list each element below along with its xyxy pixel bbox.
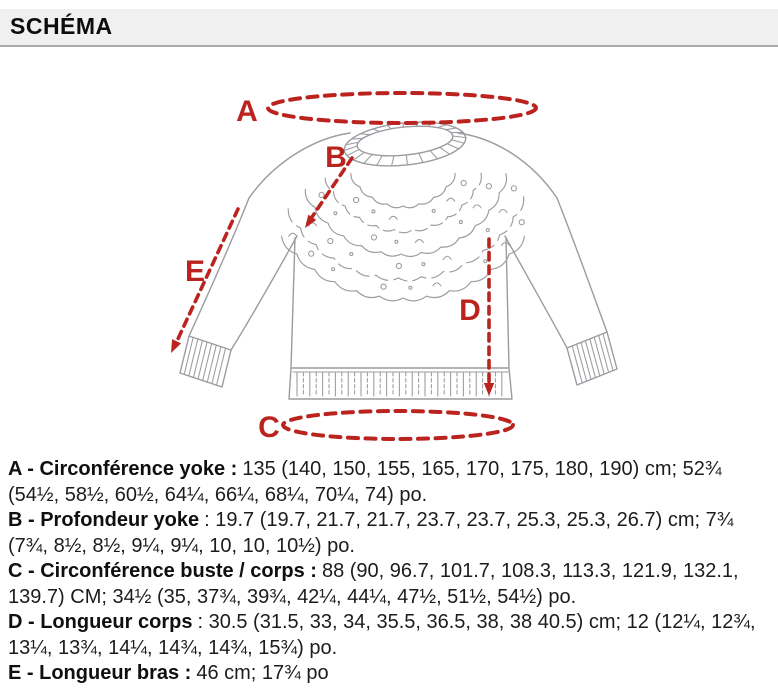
texture-stroke — [433, 283, 441, 286]
texture-stroke — [473, 205, 481, 208]
texture-stroke — [309, 251, 314, 256]
texture-stroke — [373, 129, 380, 131]
texture-stroke — [409, 286, 412, 289]
sweater-texture — [184, 122, 613, 396]
texture-stroke — [585, 341, 595, 378]
right-shoulder — [458, 133, 557, 198]
texture-stroke — [396, 263, 401, 268]
texture-stroke — [432, 209, 435, 212]
texture-stroke — [198, 342, 207, 379]
measurement-label: E - Longueur bras : — [8, 662, 191, 684]
measure-e-label: E — [185, 255, 205, 288]
body-left-edge — [291, 238, 295, 368]
texture-stroke — [381, 284, 386, 289]
measurement-label: C - Circonférence buste / corps : — [8, 560, 317, 582]
texture-stroke — [459, 221, 462, 224]
texture-stroke — [328, 238, 333, 243]
right-sleeve-inner — [505, 236, 567, 348]
texture-stroke — [350, 253, 353, 256]
texture-stroke — [577, 344, 587, 381]
texture-stroke — [347, 149, 359, 155]
texture-stroke — [443, 256, 451, 259]
texture-stroke — [351, 173, 455, 207]
measurement-value: 88 (90, 96.7, 101.7, 108.3, 113.3, 121.9, 132.1, 139.7) CM; 34½ (35, 37¾, 39¾, 42¼, 44¼, 47½, 51½, 54½) po. — [8, 560, 739, 608]
texture-stroke — [325, 173, 481, 232]
texture-stroke — [599, 335, 609, 372]
texture-stroke — [406, 155, 407, 165]
left-sleeve-inner — [231, 236, 297, 350]
texture-stroke — [389, 216, 397, 219]
neckband-inner — [356, 122, 454, 160]
texture-stroke — [415, 240, 423, 243]
texture-stroke — [207, 345, 216, 382]
measurement-line-d — [8, 610, 772, 661]
texture-stroke — [594, 337, 604, 374]
texture-stroke — [334, 212, 337, 215]
texture-stroke — [354, 152, 365, 160]
texture-stroke — [446, 128, 457, 130]
measurement-line-c — [8, 559, 772, 610]
texture-stroke — [440, 147, 450, 154]
texture-stroke — [193, 340, 202, 377]
texture-stroke — [581, 342, 591, 379]
texture-stroke — [184, 337, 193, 374]
measurement-value: : 19.7 (19.7, 21.7, 21.7, 23.7, 23.7, 25.3, 25.3, 26.7) cm; 7¾ (7¾, 8½, 8½, 9¼, 9¼, 10, 10, 10½) po. — [8, 509, 733, 557]
section-header — [0, 9, 778, 47]
texture-stroke — [377, 156, 383, 166]
measurement-line-e — [8, 661, 772, 687]
texture-stroke — [203, 344, 212, 381]
measurement-label: D - Longueur corps — [8, 611, 192, 633]
texture-stroke — [387, 125, 391, 128]
texture-stroke — [499, 210, 507, 213]
measurement-value: : 30.5 (31.5, 33, 34, 35.5, 36.5, 38, 38 40.5) cm; 12 (12¼, 12¾, 13¼, 13¾, 14¼, 14¾, 14¾, 15¾) po. — [8, 611, 756, 659]
texture-stroke — [430, 151, 437, 159]
texture-stroke — [447, 198, 455, 201]
texture-stroke — [453, 136, 466, 138]
measure-d-label: D — [459, 294, 481, 327]
measurement-value: 46 cm; 17¾ po — [196, 662, 328, 684]
texture-stroke — [419, 153, 423, 162]
texture-stroke — [189, 339, 198, 376]
texture-stroke — [392, 156, 394, 166]
texture-stroke — [486, 184, 491, 189]
texture-stroke — [451, 140, 464, 143]
measure-b-label: B — [325, 141, 347, 174]
sweater-schematic — [0, 47, 778, 455]
texture-stroke — [354, 197, 359, 202]
measurement-line-a — [8, 457, 772, 508]
texture-stroke — [332, 268, 335, 271]
measure-a-ellipse — [268, 93, 536, 123]
measure-d-arrowhead — [484, 383, 494, 396]
texture-stroke — [212, 347, 221, 384]
texture-stroke — [422, 263, 425, 266]
measurement-list — [0, 455, 778, 687]
texture-stroke — [603, 334, 613, 371]
measure-b-arrowhead — [305, 215, 316, 228]
texture-stroke — [395, 240, 398, 243]
measurement-label: A - Circonférence yoke : — [8, 458, 237, 480]
sweater-outline — [180, 117, 617, 399]
measure-c-label: C — [258, 411, 280, 444]
texture-stroke — [319, 192, 324, 197]
measurement-marks — [171, 93, 536, 444]
texture-stroke — [511, 186, 516, 191]
texture-stroke — [590, 339, 600, 376]
texture-stroke — [484, 260, 487, 263]
texture-stroke — [447, 144, 459, 149]
texture-stroke — [364, 154, 372, 163]
texture-stroke — [486, 228, 489, 231]
measure-e-arrowhead — [171, 339, 181, 353]
texture-stroke — [289, 233, 297, 236]
texture-stroke — [461, 180, 466, 185]
measurement-label: B - Profondeur yoke — [8, 509, 199, 531]
texture-stroke — [372, 210, 375, 213]
texture-stroke — [361, 134, 370, 135]
right-sleeve-outer — [557, 198, 607, 332]
texture-stroke — [572, 346, 582, 383]
measure-a-label: A — [236, 95, 258, 128]
measurement-line-b — [8, 508, 772, 559]
measure-c-ellipse — [283, 411, 513, 439]
page-title: SCHÉMA — [10, 13, 768, 40]
texture-stroke — [352, 138, 363, 139]
texture-stroke — [371, 235, 376, 240]
texture-stroke — [519, 220, 524, 225]
measurement-value: 135 (140, 150, 155, 165, 170, 175, 180, 190) cm; 52¾ (54½, 58½, 60½, 64¼, 66¼, 68¼, 70¼, 74) po. — [8, 458, 722, 506]
texture-stroke — [438, 125, 447, 128]
